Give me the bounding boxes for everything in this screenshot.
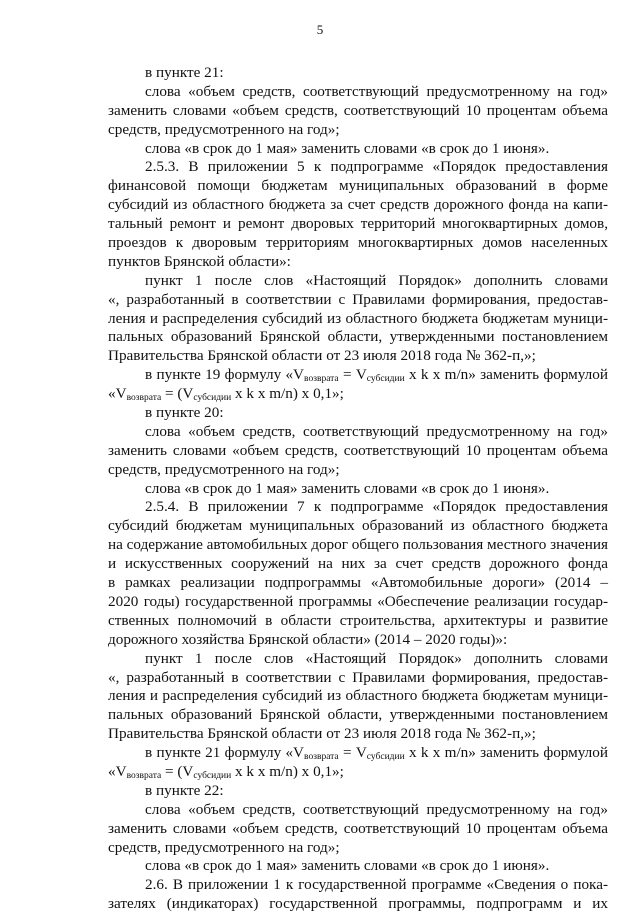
text-line: 2020 годы) государственной программы «Обеспечение реализации государ- [108,592,608,610]
text-line: пункт 1 после слов «Настоящий Порядок» дополнить словами [145,271,608,289]
page-number: 5 [316,22,324,37]
text-line: средств, предусмотренного на год»; [108,838,340,856]
formula-text: = (V [161,762,194,780]
text-line: средств, предусмотренного на год»; [108,460,340,478]
formula-text: в пункте 21 формулу «V [145,744,305,762]
text-line: слова «объем средств, соответствующий предусмотренному на год» [145,422,608,440]
text-line: дорожного хозяйства Брянской области» (2014 – 2020 годы)»: [108,630,508,648]
text-line: слова «объем средств, соответствующий предусмотренному на год» [145,800,608,818]
text-line: финансовой помощи бюджетам муниципальных образований в форме [108,177,608,195]
text-line: «, разработанный в соответствии с Правилами формирования, предостав- [108,290,608,308]
text-line: Правительства Брянской области от 23 июля 2018 года № 362-п,»; [108,347,536,365]
text-line: ления и распределения субсидий из областного бюджета бюджетам муници- [108,309,608,327]
text-line: пальных образований Брянской области, утвержденными постановлением [108,706,608,724]
text-line: 2.5.4. В приложении 7 к подпрограмме «Порядок предоставления [145,498,608,516]
formula-text: x k x m/n) x 0,1»; [231,762,344,780]
text-line: слова «в срок до 1 мая» заменить словами «в срок до 1 июня». [145,857,550,875]
text-line: проездов к дворовым территориям многоквартирных домов населенных [108,234,608,252]
text-line: в рамках реализации подпрограммы «Автомобильные дороги» (2014 – [108,574,608,592]
text-line: ственных полномочий в области строительства, архитектуры и развитие [108,611,608,629]
formula-text: = V [338,366,367,384]
text-line: субсидий из областного бюджета за счет средств дорожного фонда на капи- [108,196,608,214]
formula-text: x k x m/n» заменить формулой [404,744,608,762]
formula-text: «V [108,385,127,403]
text-line: субсидий бюджетам муниципальных образований из областного бюджета [108,517,608,535]
formula-text: = (V [161,385,194,403]
text-line: слова «объем средств, соответствующий предусмотренному на год» [145,82,608,100]
text-line: слова «в срок до 1 мая» заменить словами «в срок до 1 июня». [145,479,550,497]
text-line: тальный ремонт и ремонт дворовых территорий многоквартирных домов, [108,215,608,233]
text-line: в пункте 20: [145,404,224,422]
text-line: слова «в срок до 1 мая» заменить словами «в срок до 1 июня». [145,139,550,157]
text-line: заменить словами «объем средств, соответствующий 10 процентам объема [108,101,608,119]
formula-subscript: субсидии [193,770,232,781]
text-line: пункт 1 после слов «Настоящий Порядок» дополнить словами [145,649,608,667]
text-line: заменить словами «объем средств, соответствующий 10 процентам объема [108,819,608,837]
text-line: и искусственных сооружений на них за счет средств дорожного фонда [108,555,608,573]
text-line: в пункте 21: [145,64,224,81]
text-line: пальных образований Брянской области, утвержденными постановлением [108,328,608,346]
text-line: 2.6. В приложении 1 к государственной программе «Сведения о пока- [145,876,608,894]
formula-subscript: субсидии [366,374,405,385]
formula-subscript: возврата [304,374,339,385]
document-body [108,64,608,914]
text-line: на содержание автомобильных дорог общего пользования местного значения [108,536,608,554]
text-line: зателях (индикаторах) государственной программы, подпрограмм и их [108,895,608,913]
formula-subscript: субсидии [193,393,232,404]
formula-text: = V [338,744,367,762]
formula-text: «V [108,762,127,780]
formula-text: x k x m/n) x 0,1»; [231,385,344,403]
formula-subscript: субсидии [366,752,405,763]
text-line: заменить словами «объем средств, соответствующий 10 процентам объема [108,441,608,459]
formula-line [108,385,608,404]
text-line: средств, предусмотренного на год»; [108,120,340,138]
text-line: «, разработанный в соответствии с Правилами формирования, предостав- [108,668,608,686]
text-line: 2.5.3. В приложении 5 к подпрограмме «Порядок предоставления [145,158,608,176]
formula-subscript: возврата [304,752,339,763]
formula-line [108,763,608,782]
formula-subscript: возврата [126,770,162,781]
text-line: пунктов Брянской области»: [108,252,291,270]
formula-text: x k x m/n» заменить формулой [404,366,608,384]
formula-line [108,366,608,385]
text-line: ления и распределения субсидий из областного бюджета бюджетам муници- [108,687,608,705]
formula-subscript: возврата [126,393,162,404]
text-line: в пункте 22: [145,781,224,799]
text-line: Правительства Брянской области от 23 июля 2018 года № 362-п,»; [108,725,536,743]
formula-text: в пункте 19 формулу «V [145,366,305,384]
formula-line [108,744,608,763]
